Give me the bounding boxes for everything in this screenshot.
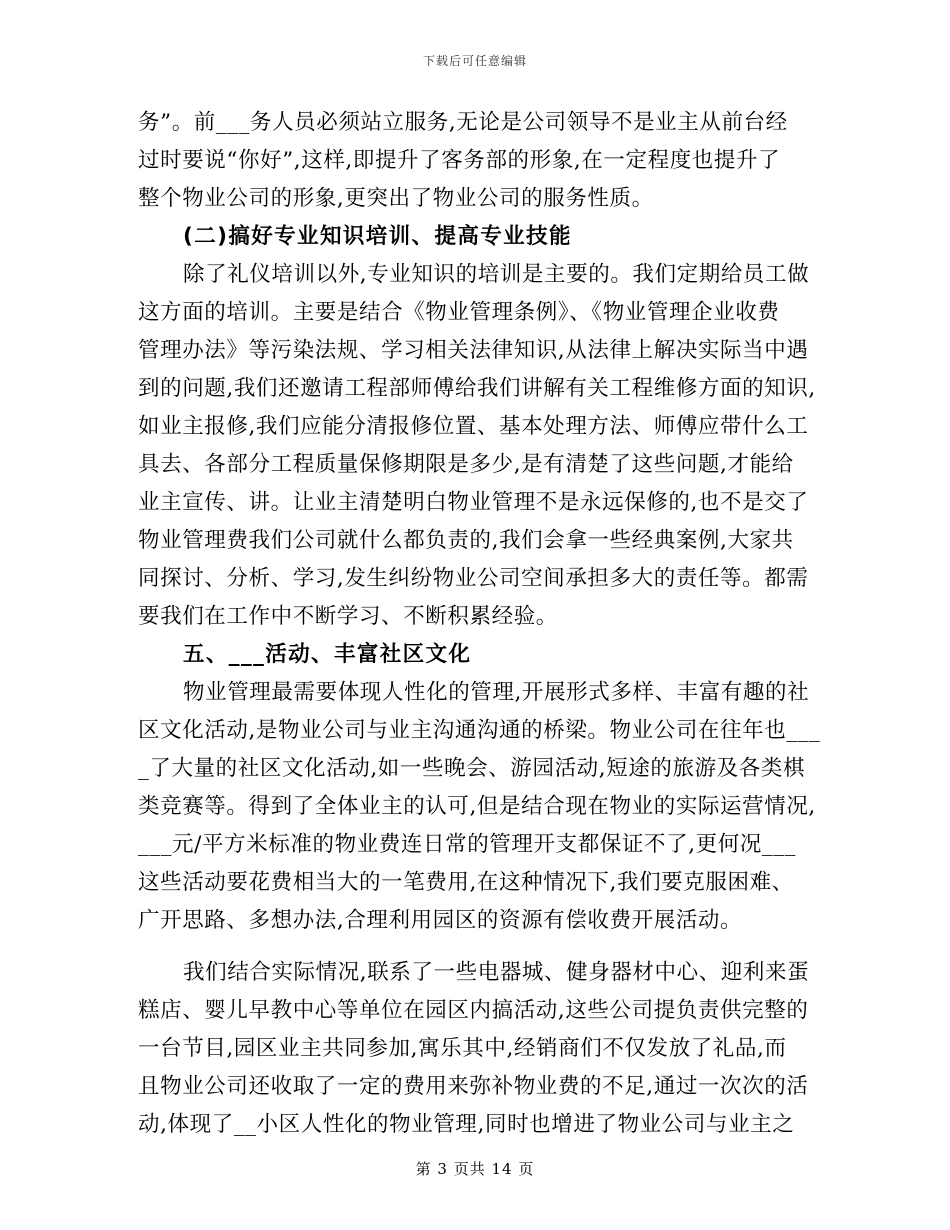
body-line: 除了礼仪培训以外,专业知识的培训是主要的。我们定期给员工做: [183, 262, 810, 287]
body-line: 动,体现了__小区人性化的物业管理,同时也增进了物业公司与业主之: [138, 1112, 795, 1137]
body-line: 我们结合实际情况,联系了一些电器城、健身器材中心、迎利来蛋: [183, 960, 810, 985]
body-line: 区文化活动,是物业公司与业主沟通沟通的桥梁。物业公司在往年也___: [138, 718, 821, 743]
body-line: 同探讨、分析、学习,发生纠纷物业公司空间承担多大的责任等。都需: [138, 566, 809, 591]
body-line: 广开思路、多想办法,合理利用园区的资源有偿收费开展活动。: [138, 908, 743, 933]
body-line: 过时要说“你好”,这样,即提升了客务部的形象,在一定程度也提升了: [138, 148, 781, 173]
body-line: 物业管理费我们公司就什么都负责的,我们会拿一些经典案例,大家共: [138, 528, 794, 553]
page-number: 第 3 页共 14 页: [415, 1160, 535, 1178]
body-line: 到的问题,我们还邀请工程部师傅给我们讲解有关工程维修方面的知识,: [138, 376, 816, 401]
section-heading: (二)搞好专业知识培训、提高专业技能: [183, 224, 572, 249]
body-line: 务”。前___务人员必须站立服务,无论是公司领导不是业主从前台经: [138, 110, 788, 135]
body-line: 一台节目,园区业主共同参加,寓乐其中,经销商们不仅发放了礼品,而: [138, 1036, 787, 1061]
page-header-note: 下载后可任意编辑: [422, 54, 527, 68]
body-line: 业主宣传、讲。让业主清楚明白物业管理不是永远保修的,也不是交了: [138, 490, 809, 515]
body-line: 整个物业公司的形象,更突出了物业公司的服务性质。: [138, 186, 654, 211]
body-line: 物业管理最需要体现人性化的管理,开展形式多样、丰富有趣的社: [183, 680, 810, 705]
body-line: 这方面的培训。主要是结合《物业管理条例》、《物业管理企业收费: [138, 300, 780, 325]
body-line: 管理办法》等污染法规、学习相关法律知识,从法律上解决实际当中遇: [138, 338, 809, 363]
section-heading: 五、___活动、丰富社区文化: [183, 642, 472, 667]
paragraph-gap: [138, 940, 813, 954]
body-line: ___元/平方米标准的物业费连日常的管理开支都保证不了,更何况___: [138, 832, 796, 857]
body-line: 如业主报修,我们应能分清报修位置、基本处理方法、师傅应带什么工: [138, 414, 809, 439]
body-line: 要我们在工作中不断学习、不断积累经验。: [138, 604, 558, 629]
body-line: 糕店、婴儿早教中心等单位在园区内搞活动,这些公司提负责供完整的: [138, 998, 809, 1023]
body-line: 具去、各部分工程质量保修期限是多少,是有清楚了这些问题,才能给: [138, 452, 794, 477]
document-body: [138, 104, 821, 1144]
body-line: 这些活动要花费相当大的一笔费用,在这种情况下,我们要克服困难、: [138, 870, 794, 895]
body-line: 且物业公司还收取了一定的费用来弥补物业费的不足,通过一次次的活: [138, 1074, 809, 1099]
body-line: 类竞赛等。得到了全体业主的认可,但是结合现在物业的实际运营情况,: [138, 794, 816, 819]
body-line: _了大量的社区文化活动,如一些晚会、游园活动,短途的旅游及各类棋: [138, 756, 806, 781]
